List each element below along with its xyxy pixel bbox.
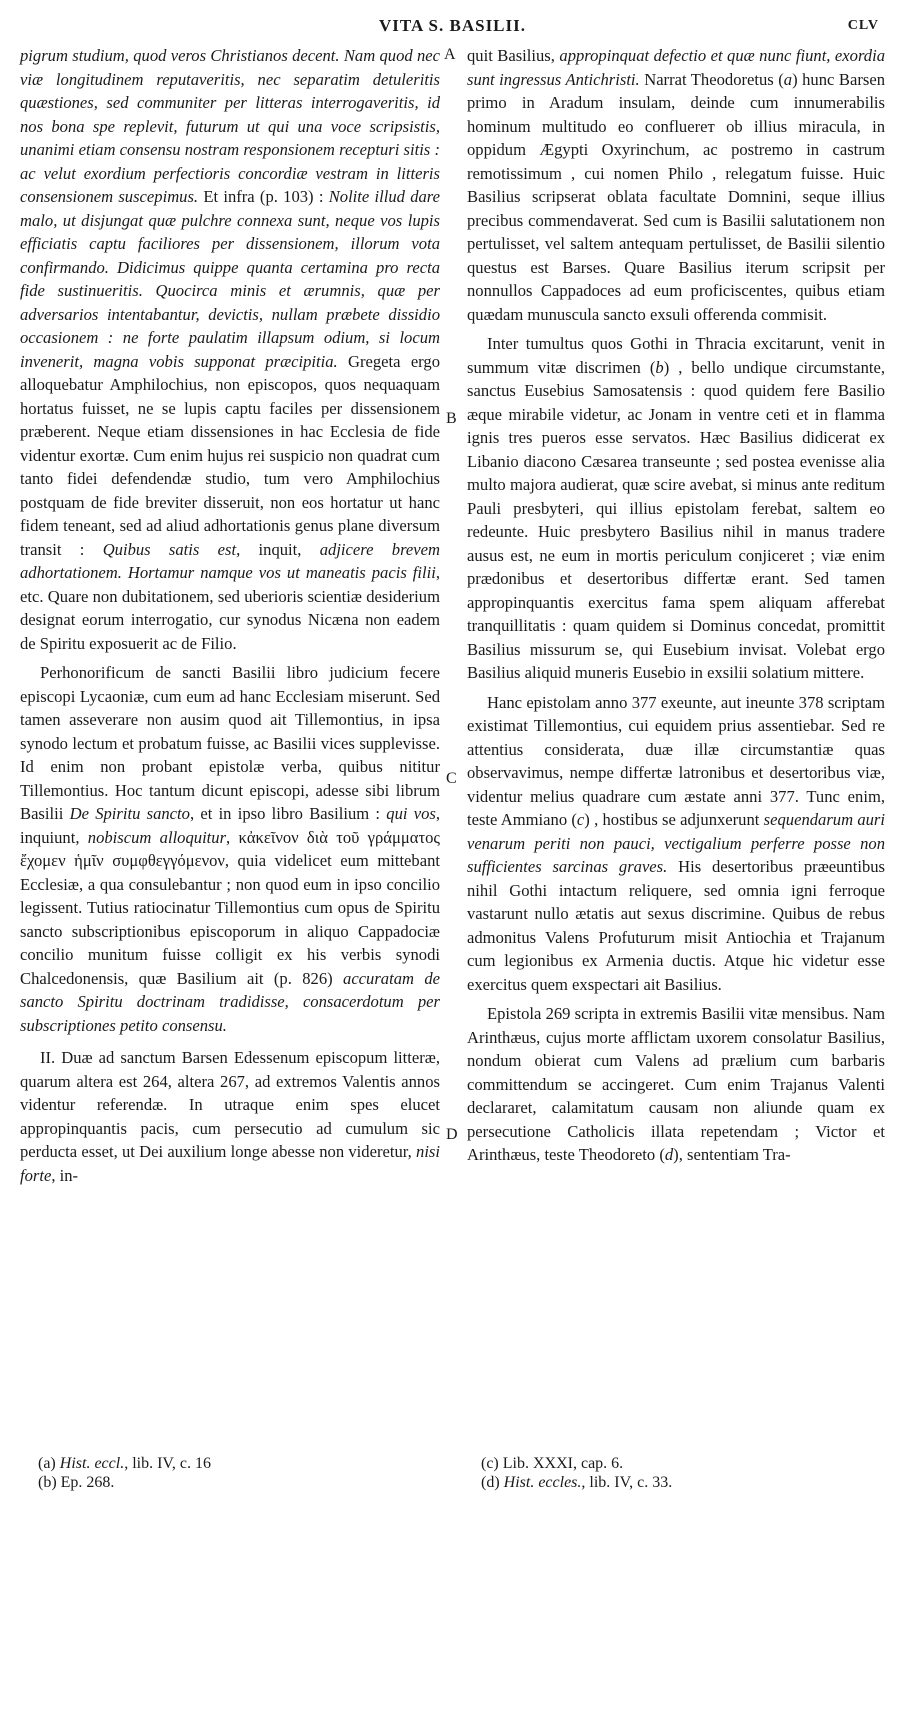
text-run: , et in ipso libro Basilium : xyxy=(189,804,387,823)
footnotes-left xyxy=(38,1454,438,1492)
page-title: VITA S. BASILII. xyxy=(378,16,527,35)
text-run: ) hunc Barsen primo in Aradum insulam, deinde cum innumerabilis hominum multitudo eo confluerет ob illius miracula, in oppidum Ægypti Oxyrinchum, ac postremo in castrum remotissimum , cui nomen Philo , relegatum fuisse. Huic Basilius scripserat oblata facultate Domnini, seque illius precibus commendaverat. Sed cum is Basilii salutationem non pertulisset, vel saltem antequam pertulisset, de Basilii silentio questus est Barses. Quare Basilius iterum scripsit per nonnullos Cappadoces ad eum proficiscentes, quibus etiam quædam munuscula sancto exsuli offerenda commisit. xyxy=(467,69,885,324)
italic-quote: accuratam de sancto Spiritu doctrinam tradidisse, consacerdotum per subscriptiones petito consensu. xyxy=(20,968,441,1035)
margin-letter-b: B xyxy=(446,410,457,427)
paragraph xyxy=(20,44,440,655)
text-run: Epistola 269 scripta in extremis Basilii vitæ mensibus. Nam Arinthæus, cujus morte afflictam uxorem consolatur Basilius, nondum obierat cum Valens ad prælium cum barbaris committendum se accingeret. Cum enim Trajanus Valenti declararet, calamitatum causam non aliunde quam ex persecutione Catholicis illata repetendam ; Victor et Arinthæus, teste Theodoreto ( xyxy=(467,1004,885,1164)
footnote xyxy=(38,1473,438,1492)
footnote-text: Ep. 268. xyxy=(60,1474,115,1491)
text-run: , inquit, xyxy=(236,539,320,559)
italic-quote: appropinquat defectio et quæ nunc fiunt, exordia sunt ingressus Antichristi. xyxy=(467,46,885,89)
italic-quote: pigrum studium, quod veros Christianos decent. Nam quod nec viæ longitudinem reputaveritis, nec separatim detuleritis quæstiones, sed communiter per litteras interrogaveritis, id nos bona spe replevit, futurum ut qui una voce scripsistis, unanimi etiam consensu nostram responsionem recepturi sitis : ac velut exordium perfectioris concordiæ vestram in litteris consensionem suscepimus. xyxy=(20,46,440,206)
text-run: Narrat Theodoretus ( xyxy=(639,69,784,89)
footnote-text: , lib. IV, c. 33. xyxy=(581,1474,673,1491)
footnote-ref: b xyxy=(655,357,664,377)
paragraph xyxy=(467,691,885,997)
text-run: ), sententiam Tra- xyxy=(673,1145,791,1164)
text-run: Hanc epistolam anno 377 exeunte, aut ineunte 378 scriptam existimat Tillemontius, cui equidem prius assentiebar. Sed re attentius considerata, duæ illæ circumstantiæ quas observavimus, nempe differtæ latronibus et desertoribus viæ, videntur melius quadrare cum æstate anni 377. Tunc enim, teste Ammiano ( xyxy=(467,692,885,829)
paragraph xyxy=(467,44,885,326)
text-run: ) , hostibus se adjunxerunt xyxy=(584,810,764,829)
paragraph xyxy=(20,661,440,1037)
italic-quote: adjicere brevem adhortationem. Hortamur namque vos ut maneatis pacis filii xyxy=(20,539,440,582)
italic-quote: Quibus satis est xyxy=(102,539,237,559)
page-number: CLV xyxy=(847,18,879,33)
text-run: ) , bello undique circumstante, sanctus Eusebius Samosatensis : quod quidem fere Basilio æque mirabile videtur, ac Jonam in ventre ceti et in flamma ignis tres pueros esse servatos. Hæc Basilius didicerat ex Libanio diacono Cæsarea transeunte ; sed postea evenisse alia multo majora audierat, quæ scire avebat, si minus ante reditum Pauli presbyteri, qui illius epistolam ferebat, saltem eo redeunte. Huic presbytero Basilius nihil in manus tradere ausus est, ne eum in mortis periculum conjiceret ; viæ enim prædonibus et desertoribus differtæ erant. Sed tamen appropinquantis exercitus fama spem aliquam afferebat tranquillitatis : quam quidem si Dominus concedat, promittit Basilius missurum se, qui Eusebium invisat. Volebat ergo Basilius aliquid muneris Eusebio in exsilii solatium mittere. xyxy=(467,357,886,682)
footnote-text: , lib. IV, c. 16 xyxy=(124,1455,211,1472)
italic-quote: nisi forte xyxy=(20,1142,440,1185)
text-run: His desertoribus præeuntibus nihil Gothi intactum reliquere, sed omnia igni ferroque vastarunt nullo ætatis aut sexus discrimine. Quibus de rebus admonitus Valens Profuturum misit Antiochia et Trajanum cum legionibus ex Armenia ductis. Atque hic videtur esse exercitus quem exspectari ait Basilius. xyxy=(467,857,885,994)
footnote-mark: (a) xyxy=(38,1455,56,1472)
text-run: Perhonorificum de sancti Basilii libro judicium fecere episcopi Lycaoniæ, cum eum ad hanc Ecclesiam miserunt. Sed tamen asseverare non ausim quod ait Tillemontius, in ipsa synodo lectum et probatum fuisse, ac Basilii vices supplevisse. Id enim non probant epistolæ verba, quibus nititur Tillemontius. Hoc tantum dicunt episcopi, adesse sibi librum Basilii xyxy=(20,663,440,823)
text-run: II. Duæ ad sanctum Barsen Edessenum episcopum litteræ, quarum altera est 264, altera 267, ad extremos Valentis annos videntur referendæ. In utraque enim spes elucet appropinquantis pacis, cum persecutio ad cumulum sic perducta esset, ut Dei auxilium longe abesse non videretur, xyxy=(20,1048,440,1161)
footnote-mark: (d) xyxy=(481,1474,500,1491)
text-run: , in- xyxy=(51,1165,79,1185)
paragraph xyxy=(467,1002,885,1167)
footnote-title: Hist. eccl. xyxy=(59,1455,125,1472)
text-run: , inquiunt, xyxy=(20,804,441,847)
footnote-mark: (c) xyxy=(481,1455,499,1472)
footnote xyxy=(38,1454,438,1473)
running-head xyxy=(0,16,905,42)
margin-letter-d: D xyxy=(446,1126,458,1143)
text-run: , etc. Quare non dubitationem, sed uberioris scientiæ desiderium designat eorum interrogatio, cur synodus Nicæna non eadem de Spiritu exposuerit ac de Filio. xyxy=(20,563,440,653)
footnote-mark: (b) xyxy=(38,1474,57,1491)
text-run: quit Basilius, xyxy=(467,46,560,65)
footnote xyxy=(481,1473,881,1492)
text-run: Inter tumultus quos Gothi in Thracia excitarunt, venit in summum vitæ discrimen ( xyxy=(467,334,885,377)
paragraph xyxy=(467,332,885,685)
footnote-text: Lib. XXXI, cap. 6. xyxy=(502,1455,624,1472)
text-run: Gregeta ergo alloquebatur Amphilochius, non episcopos, quos nequaquam hortatus fuisset, ne se lupis captu faciles per dissensionem præberent. Neque etiam dissensiones in hac Ecclesia de fide videntur exortæ. Cum enim hujus rei suspicio non quadrat cum tanto fidei defendendæ studio, tum vero Amphilochius postquam de fide breviter disseruit, non eos hortatur ut hanc fidem teneant, sed ad aliud adhortationis genus plane diversum transit : xyxy=(20,351,440,559)
margin-letter-c: C xyxy=(446,770,457,787)
italic-title: De Spiritu sancto xyxy=(69,804,190,823)
text-run: , κἀκεῖνον διὰ τοῦ γράμματος ἔχομεν ἡμῖν συμφθεγγόμενον, quia videlicet eum mittebant Ecclesiæ, a qua consulebantur ; non quod eum in ipso concilio legissent. Tutius ratiocinatur Tillemontius cum opus de Spiritu sancto subscriptionibus episcoporum in aliquo Cappadociæ concilio munitum fuisse colligit ex his verbis synodi Chalcedonensis, quæ Basilium ait (p. 826) xyxy=(20,827,440,988)
text-run: Et infra (p. 103) : xyxy=(198,187,329,206)
paragraph xyxy=(20,1046,440,1187)
footnote-ref: a xyxy=(783,69,793,89)
italic-quote: nobiscum alloquitur xyxy=(87,827,227,847)
italic-quote: qui vos xyxy=(386,804,436,823)
footnote-ref: d xyxy=(664,1145,674,1164)
italic-quote: Nolite illud dare malo, ut disjungat quæ pulchre connexa sunt, neque vos lupis efficiatis captu faciliores per dissensionem, illorum vota confirmando. Didicimus quippe quanta certamina pro recta fide sustinueritis. Quocirca minis et ærumnis, quæ per adversarios intentabantur, devictis, nullam præbete dissidio occasionem : ne forte paulatim illapsum odium, si locum invenerit, magna vobis supponat præcipitia. xyxy=(20,187,440,371)
footnote-title: Hist. eccles. xyxy=(503,1474,582,1491)
footnote xyxy=(481,1454,881,1473)
footnote-ref: c xyxy=(576,810,585,829)
footnotes-right xyxy=(481,1454,881,1492)
margin-letter-a: A xyxy=(444,46,456,63)
italic-quote: sequendarum auri venarum periti non pauci, vectigalium perferre posse non sufficientes sarcinas graves. xyxy=(467,810,885,876)
